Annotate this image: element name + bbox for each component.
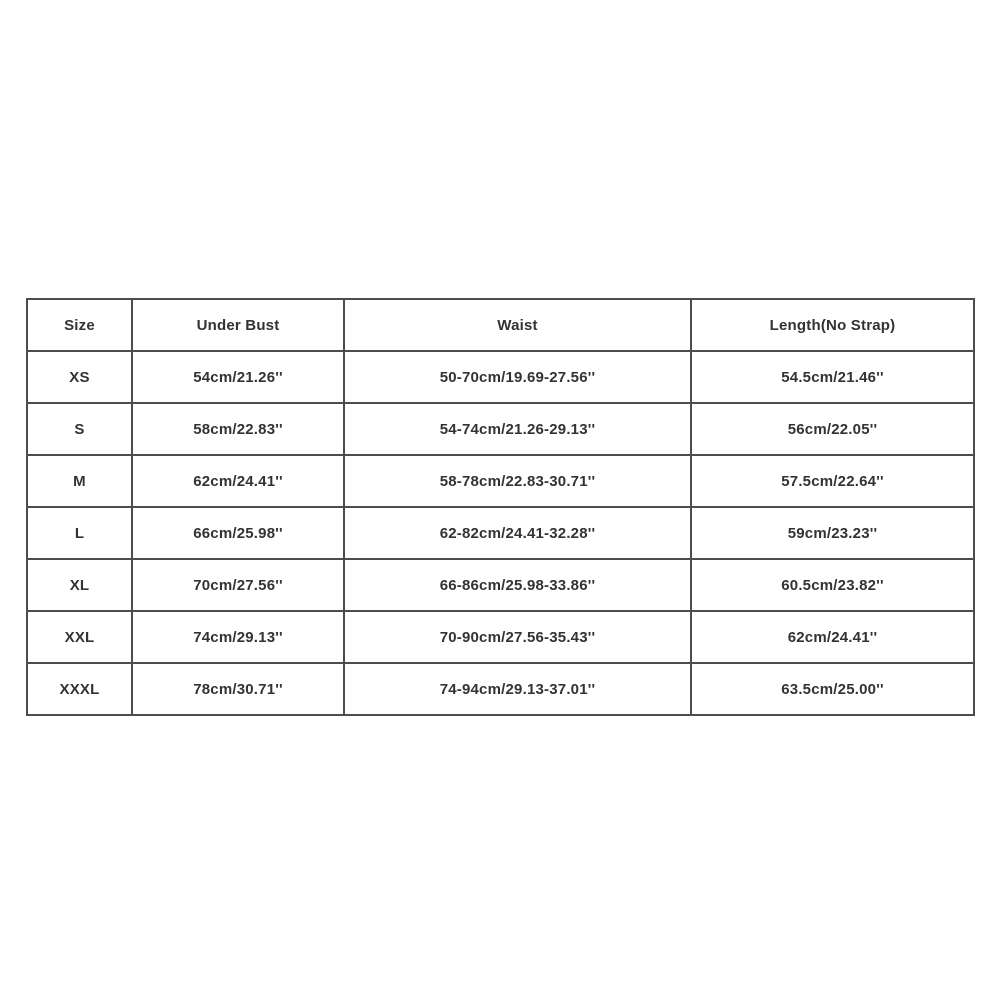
cell-under-bust: 58cm/22.83'' [132,403,344,455]
cell-size: L [27,507,132,559]
table-row-l [27,507,974,559]
cell-under-bust: 74cm/29.13'' [132,611,344,663]
table-row-xxxl [27,663,974,715]
cell-under-bust: 78cm/30.71'' [132,663,344,715]
cell-length: 56cm/22.05'' [691,403,974,455]
table-row-xl [27,559,974,611]
table-row-xxl [27,611,974,663]
header-cell-waist: Waist [344,299,691,351]
cell-length: 57.5cm/22.64'' [691,455,974,507]
cell-waist: 70-90cm/27.56-35.43'' [344,611,691,663]
cell-length: 62cm/24.41'' [691,611,974,663]
cell-waist: 66-86cm/25.98-33.86'' [344,559,691,611]
cell-length: 59cm/23.23'' [691,507,974,559]
cell-length: 63.5cm/25.00'' [691,663,974,715]
cell-size: M [27,455,132,507]
cell-size: XS [27,351,132,403]
cell-under-bust: 54cm/21.26'' [132,351,344,403]
header-row [27,299,974,351]
header-cell-under-bust: Under Bust [132,299,344,351]
size-chart-table [26,298,975,716]
cell-waist: 62-82cm/24.41-32.28'' [344,507,691,559]
cell-size: XXXL [27,663,132,715]
cell-waist: 54-74cm/21.26-29.13'' [344,403,691,455]
cell-under-bust: 62cm/24.41'' [132,455,344,507]
cell-waist: 50-70cm/19.69-27.56'' [344,351,691,403]
cell-size: XL [27,559,132,611]
cell-under-bust: 70cm/27.56'' [132,559,344,611]
cell-size: XXL [27,611,132,663]
table-row-xs [27,351,974,403]
cell-waist: 58-78cm/22.83-30.71'' [344,455,691,507]
cell-waist: 74-94cm/29.13-37.01'' [344,663,691,715]
cell-length: 54.5cm/21.46'' [691,351,974,403]
cell-under-bust: 66cm/25.98'' [132,507,344,559]
header-cell-length: Length(No Strap) [691,299,974,351]
cell-length: 60.5cm/23.82'' [691,559,974,611]
header-cell-size: Size [27,299,132,351]
table-row-m [27,455,974,507]
table-row-s [27,403,974,455]
cell-size: S [27,403,132,455]
